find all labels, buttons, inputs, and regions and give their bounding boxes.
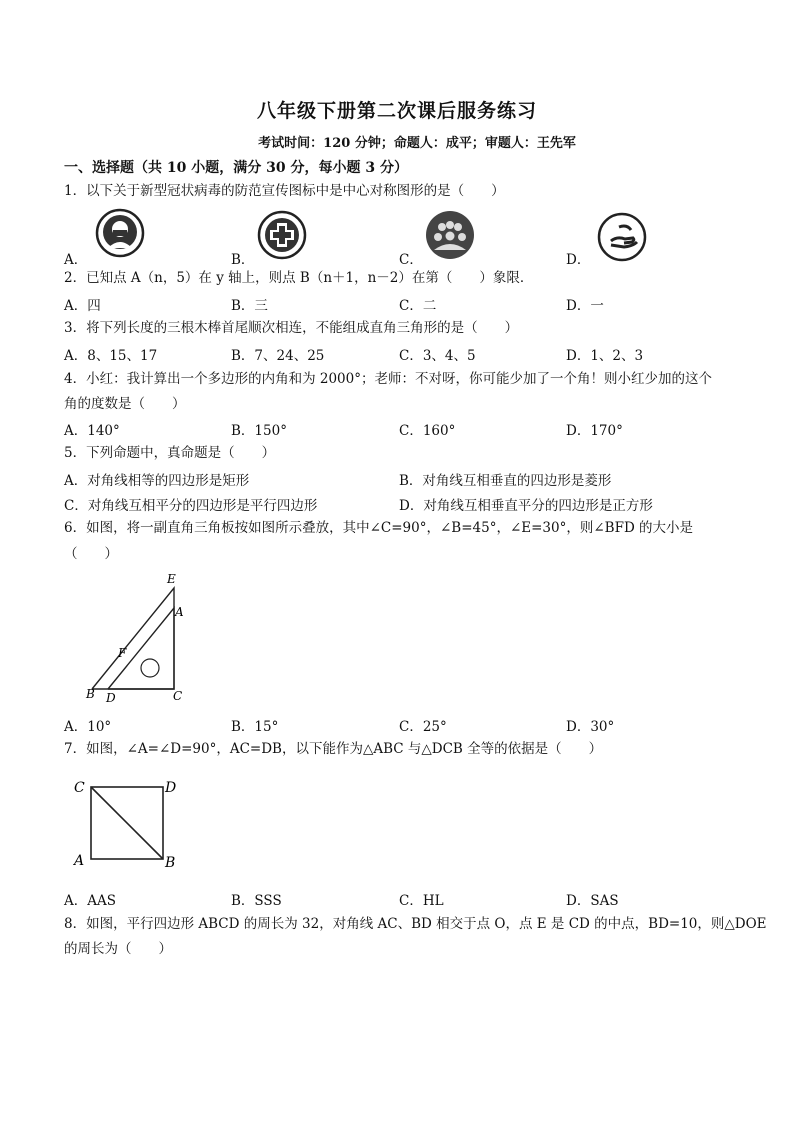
q3-option-d: D．1、2、3 <box>566 348 644 364</box>
fig6-label-b: B <box>86 687 95 701</box>
q5-option-a: A．对角线相等的四边形是矩形 <box>64 473 250 489</box>
q3-option-b: B．7、24、25 <box>231 348 325 364</box>
q7-option-d: D．SAS <box>566 893 619 909</box>
crowd-icon <box>425 210 475 260</box>
q5-option-d: D．对角线互相垂直平分的四边形是正方形 <box>399 498 653 514</box>
fig7-label-c: C <box>74 780 85 796</box>
q6-option-d: D．30° <box>566 719 615 735</box>
q1-option-b: B． <box>231 252 255 268</box>
fig7-label-a: A <box>74 853 85 869</box>
q4-option-d: D．170° <box>566 423 623 439</box>
q2-option-c: C．二 <box>399 298 437 314</box>
fig6-label-f: F <box>118 646 127 660</box>
q7-option-a: A．AAS <box>64 893 116 909</box>
figure-7-square <box>70 775 185 875</box>
q4-option-b: B．150° <box>231 423 287 439</box>
page-title: 八年级下册第二次课后服务练习 <box>256 100 537 122</box>
question-3-stem: 3．将下列长度的三根木棒首尾顺次相连，不能组成直角三角形的是（ ） <box>64 320 519 336</box>
question-8-stem: 8．如图，平行四边形 ABCD 的周长为 32，对角线 AC、BD 相交于点 O，点 E 是 CD 的中点，BD=10，则△DOE <box>64 916 767 932</box>
q7-option-c: C．HL <box>399 893 444 909</box>
q6-option-c: C．25° <box>399 719 447 735</box>
q1-option-c: C． <box>399 252 423 268</box>
q2-option-d: D．一 <box>566 298 604 314</box>
question-8-stem-cont: 的周长为（ ） <box>64 941 172 957</box>
fig7-label-b: B <box>165 855 176 871</box>
question-7-stem: 7．如图，∠A=∠D=90°，AC=DB，以下能作为△ABC 与△DCB 全等的依据是（ ） <box>64 741 603 757</box>
q4-option-a: A．140° <box>64 423 120 439</box>
exam-info: 考试时间：120 分钟；命题人：成平；审题人：王先军 <box>258 136 576 151</box>
q7-option-b: B．SSS <box>231 893 282 909</box>
fig6-label-e: E <box>167 572 176 586</box>
fig7-label-d: D <box>165 780 177 796</box>
q6-option-a: A．10° <box>64 719 112 735</box>
figure-6-triangles <box>82 568 192 708</box>
q1-option-d: D． <box>566 252 591 268</box>
question-5-stem: 5．下列命题中，真命题是（ ） <box>64 445 276 461</box>
q2-option-b: B．三 <box>231 298 268 314</box>
fig6-label-c: C <box>173 689 183 703</box>
q3-option-c: C．3、4、5 <box>399 348 476 364</box>
q4-option-c: C．160° <box>399 423 456 439</box>
medical-cross-icon <box>257 210 307 260</box>
fig6-label-a: A <box>175 605 184 619</box>
q1-option-a: A． <box>64 252 88 268</box>
mask-person-icon <box>95 208 145 258</box>
q5-option-c: C．对角线互相平分的四边形是平行四边形 <box>64 498 318 514</box>
q3-option-a: A．8、15、17 <box>64 348 158 364</box>
question-4-stem: 4．小红：我计算出一个多边形的内角和为 2000°；老师：不对呀，你可能少加了一个角！则小红少加的这个 <box>64 371 712 387</box>
q5-option-b: B．对角线互相垂直的四边形是菱形 <box>399 473 612 489</box>
question-2-stem: 2．已知点 A（n，5）在 y 轴上，则点 B（n＋1，n－2）在第（ ）象限． <box>64 270 534 286</box>
question-6-stem-cont: （ ） <box>64 546 118 562</box>
section-heading: 一、选择题（共 10 小题，满分 30 分，每小题 3 分） <box>64 160 408 176</box>
fig6-label-d: D <box>106 691 116 705</box>
question-1-stem: 1．以下关于新型冠状病毒的防范宣传图标中是中心对称图形的是（ ） <box>64 183 505 199</box>
question-4-stem-cont: 角的度数是（ ） <box>64 396 186 412</box>
hand-wash-icon <box>597 212 647 262</box>
q6-option-b: B．15° <box>231 719 279 735</box>
question-6-stem: 6．如图，将一副直角三角板按如图所示叠放，其中∠C=90°，∠B=45°，∠E=30°，则∠BFD 的大小是 <box>64 520 694 536</box>
q2-option-a: A．四 <box>64 298 101 314</box>
